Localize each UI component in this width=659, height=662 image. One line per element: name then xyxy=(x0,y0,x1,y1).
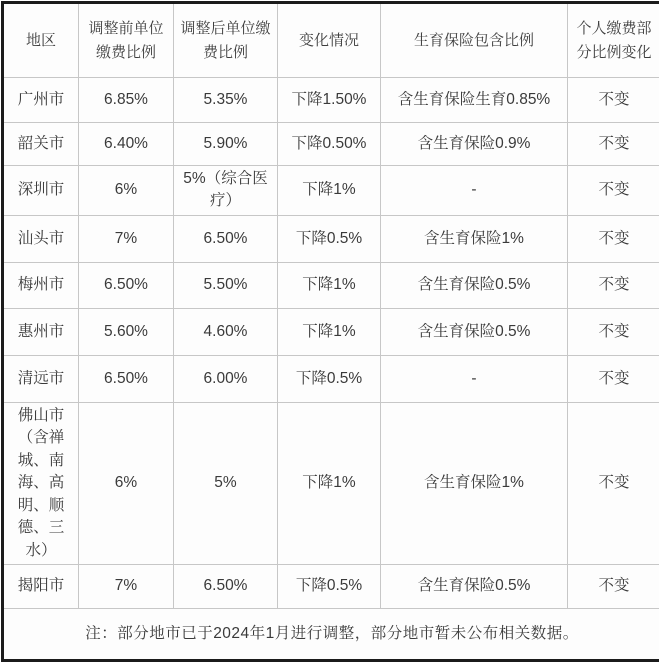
table-row-meizhou xyxy=(3,262,659,308)
cell-personal: 不变 xyxy=(568,355,659,402)
cell-maternity: 含生育保险0.5% xyxy=(381,262,568,308)
col-header-before-rate: 调整前单位缴费比例 xyxy=(79,3,174,78)
table-row-shenzhen xyxy=(3,166,659,216)
cell-personal: 不变 xyxy=(568,123,659,166)
table-row-qingyuan xyxy=(3,355,659,402)
cell-change: 下降0.5% xyxy=(278,355,381,402)
cell-maternity: 含生育保险1% xyxy=(381,215,568,262)
cell-change: 下降1.50% xyxy=(278,78,381,123)
cell-before-rate: 6.85% xyxy=(79,78,174,123)
col-header-region: 地区 xyxy=(3,3,79,78)
cell-change: 下降1% xyxy=(278,308,381,355)
cell-after-rate: 5.35% xyxy=(174,78,278,123)
col-header-maternity: 生育保险包含比例 xyxy=(381,3,568,78)
cell-before-rate: 7% xyxy=(79,215,174,262)
cell-personal: 不变 xyxy=(568,166,659,216)
cell-before-rate: 6.50% xyxy=(79,262,174,308)
cell-personal: 不变 xyxy=(568,215,659,262)
header-row xyxy=(3,3,659,78)
cell-change: 下降0.50% xyxy=(278,123,381,166)
cell-personal: 不变 xyxy=(568,262,659,308)
cell-region: 深圳市 xyxy=(3,166,79,216)
cell-personal: 不变 xyxy=(568,402,659,564)
cell-after-rate: 6.50% xyxy=(174,565,278,609)
cell-change: 下降1% xyxy=(278,166,381,216)
table-row-foshan xyxy=(3,402,659,564)
cell-maternity: 含生育保险0.9% xyxy=(381,123,568,166)
cell-region: 汕头市 xyxy=(3,215,79,262)
cell-change: 下降0.5% xyxy=(278,215,381,262)
cell-before-rate: 6% xyxy=(79,402,174,564)
insurance-rate-table-page xyxy=(0,1,659,635)
cell-after-rate: 5% xyxy=(174,402,278,564)
cell-maternity: 含生育保险1% xyxy=(381,402,568,564)
cell-maternity: - xyxy=(381,166,568,216)
cell-region: 佛山市（含禅城、南海、高明、顺德、三水） xyxy=(3,402,79,564)
cell-after-rate: 5%（综合医疗） xyxy=(174,166,278,216)
cell-maternity: 含生育保险0.5% xyxy=(381,308,568,355)
cell-region: 韶关市 xyxy=(3,123,79,166)
cell-change: 下降1% xyxy=(278,262,381,308)
cell-change: 下降1% xyxy=(278,402,381,564)
cell-region: 广州市 xyxy=(3,78,79,123)
cell-region: 梅州市 xyxy=(3,262,79,308)
cell-maternity: 含生育保险生育0.85% xyxy=(381,78,568,123)
cell-before-rate: 7% xyxy=(79,565,174,609)
cell-maternity: 含生育保险0.5% xyxy=(381,565,568,609)
cell-after-rate: 4.60% xyxy=(174,308,278,355)
cell-region: 惠州市 xyxy=(3,308,79,355)
note-row xyxy=(3,609,659,661)
table-row-shaoguan xyxy=(3,123,659,166)
cell-maternity: - xyxy=(381,355,568,402)
table-note: 注：部分地市已于2024年1月进行调整，部分地市暂未公布相关数据。 xyxy=(3,609,659,661)
col-header-change: 变化情况 xyxy=(278,3,381,78)
cell-before-rate: 5.60% xyxy=(79,308,174,355)
cell-personal: 不变 xyxy=(568,78,659,123)
cell-personal: 不变 xyxy=(568,308,659,355)
insurance-rates-table xyxy=(1,1,659,662)
cell-after-rate: 6.00% xyxy=(174,355,278,402)
table-row-guangzhou xyxy=(3,78,659,123)
col-header-after-rate: 调整后单位缴费比例 xyxy=(174,3,278,78)
cell-personal: 不变 xyxy=(568,565,659,609)
table-row-shantou xyxy=(3,215,659,262)
col-header-personal: 个人缴费部分比例变化 xyxy=(568,3,659,78)
cell-before-rate: 6.50% xyxy=(79,355,174,402)
cell-region: 揭阳市 xyxy=(3,565,79,609)
cell-before-rate: 6% xyxy=(79,166,174,216)
cell-region: 清远市 xyxy=(3,355,79,402)
cell-after-rate: 5.90% xyxy=(174,123,278,166)
table-row-huizhou xyxy=(3,308,659,355)
cell-change: 下降0.5% xyxy=(278,565,381,609)
cell-after-rate: 6.50% xyxy=(174,215,278,262)
cell-before-rate: 6.40% xyxy=(79,123,174,166)
cell-after-rate: 5.50% xyxy=(174,262,278,308)
table-row-jieyang xyxy=(3,565,659,609)
